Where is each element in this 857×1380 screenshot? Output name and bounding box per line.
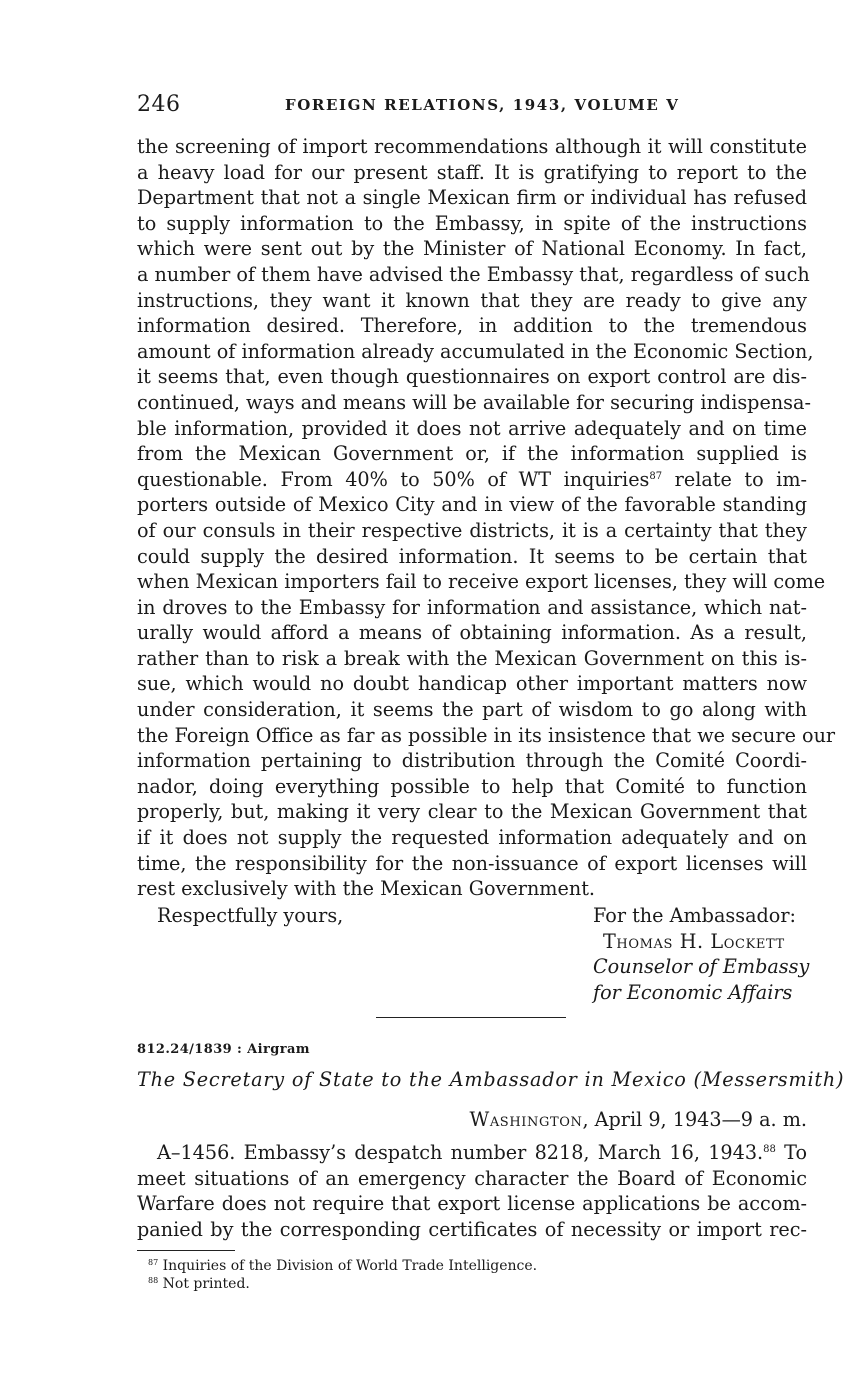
- body-line: in droves to the Embassy for information and assistance, which nat-: [137, 595, 807, 619]
- section-divider: [376, 1017, 566, 1018]
- body-line: rather than to risk a break with the Mexican Government on this is-: [137, 646, 807, 670]
- body-line: instructions, they want it known that they are ready to give any: [137, 288, 807, 312]
- body-line: could supply the desired information. It seems to be certain that: [137, 544, 807, 568]
- footnote-ref-88[interactable]: 88: [763, 1144, 776, 1155]
- body-line: information pertaining to distribution through the Comité Coordi-: [137, 749, 807, 773]
- footnote-ref-87[interactable]: 87: [649, 470, 663, 482]
- airgram-body: [137, 1140, 807, 1242]
- running-head: FOREIGN RELATIONS, 1943, VOLUME V: [285, 96, 680, 114]
- body-line: rest exclusively with the Mexican Government.: [137, 877, 596, 901]
- body-line-text: To: [775, 1141, 808, 1164]
- body-line-text: questionable. From 40% to 50% of WT inquiries: [137, 467, 650, 491]
- body-line: the screening of import recommendations although it will constitute: [137, 135, 807, 158]
- footnote-marker: 87: [148, 1258, 159, 1267]
- body-line: of our consuls in their respective districts, it is a certainty that they: [137, 518, 807, 542]
- body-line: when Mexican importers fail to receive export licenses, they will come: [137, 570, 826, 594]
- signer-title-2: for Economic Affairs: [593, 980, 793, 1004]
- body-line: which were sent out by the Minister of National Economy. In fact,: [137, 237, 807, 261]
- file-reference: 812.24/1839 : Airgram: [137, 1042, 310, 1057]
- dateline-date: , April 9, 1943—9 a. m.: [582, 1108, 807, 1131]
- dateline-place: Washington: [469, 1108, 583, 1131]
- body-line: from the Mexican Government or, if the information supplied is: [137, 442, 807, 466]
- body-line: under consideration, it seems the part of wisdom to go along with: [137, 698, 807, 722]
- dateline: [470, 1108, 808, 1131]
- document-title: The Secretary of State to the Ambassador in Mexico (Messersmith): [137, 1068, 845, 1091]
- body-line: properly, but, making it very clear to the Mexican Government that: [137, 800, 807, 824]
- body-line-with-footnote: [137, 1140, 807, 1166]
- body-line-text: A–1456. Embassy’s despatch number 8218, March 16, 1943.: [157, 1141, 764, 1164]
- closing-block: [137, 903, 810, 1013]
- body-line: information desired. Therefore, in addition to the tremendous: [137, 314, 807, 338]
- body-line: Warfare does not require that export license applications be accom-: [137, 1192, 807, 1216]
- footnote-marker: 88: [148, 1276, 159, 1285]
- footnote-text: Inquiries of the Division of World Trade Intelligence.: [158, 1258, 538, 1274]
- body-line: meet situations of an emergency character the Board of Economic: [137, 1166, 807, 1190]
- body-line: the Foreign Office as far as possible in its insistence that we secure our: [137, 723, 836, 747]
- footnotes: [148, 1257, 537, 1293]
- body-line: if it does not supply the requested information adequately and on: [137, 826, 807, 850]
- footnote-88: [148, 1275, 537, 1293]
- body-line: a heavy load for our present staff. It is gratifying to report to the: [137, 160, 807, 184]
- page-number: 246: [137, 92, 181, 117]
- body-line: it seems that, even though questionnaires on export control are dis-: [137, 365, 807, 389]
- body-line: nador, doing everything possible to help that Comité to function: [137, 774, 807, 798]
- page-header: [137, 92, 807, 122]
- valediction: Respectfully yours,: [157, 904, 344, 927]
- body-line: continued, ways and means will be available for securing indispensa-: [137, 390, 811, 414]
- body-line: a number of them have advised the Embassy that, regardless of such: [137, 262, 810, 286]
- body-line: Department that not a single Mexican firm or individual has refused: [137, 186, 807, 210]
- body-line: porters outside of Mexico City and in view of the favorable standing: [137, 493, 807, 517]
- body-line-text: relate to im-: [662, 467, 807, 491]
- body-line: sue, which would no doubt handicap other important matters now: [137, 672, 807, 696]
- body-line-with-footnote: [137, 467, 807, 493]
- body-line: urally would afford a means of obtaining information. As a result,: [137, 621, 807, 645]
- signer-title: Counselor of Embassy: [593, 955, 810, 979]
- body-line: amount of information already accumulated in the Economic Section,: [137, 339, 814, 363]
- body-line: time, the responsibility for the non-issuance of export licenses will: [137, 851, 807, 875]
- body-line: ble information, provided it does not arrive adequately and on time: [137, 416, 807, 440]
- signature-for-line: For the Ambassador:: [593, 904, 796, 927]
- footnote-87: [148, 1257, 537, 1275]
- body-line: to supply information to the Embassy, in spite of the instructions: [137, 211, 807, 235]
- footnote-divider: [137, 1250, 235, 1251]
- body-line: panied by the corresponding certificates of necessity or import rec-: [137, 1217, 807, 1241]
- footnote-text: Not printed.: [158, 1276, 250, 1292]
- signature-block: [593, 903, 810, 1005]
- despatch-body: [137, 134, 836, 902]
- signer-name: Thomas H. Lockett: [603, 929, 785, 953]
